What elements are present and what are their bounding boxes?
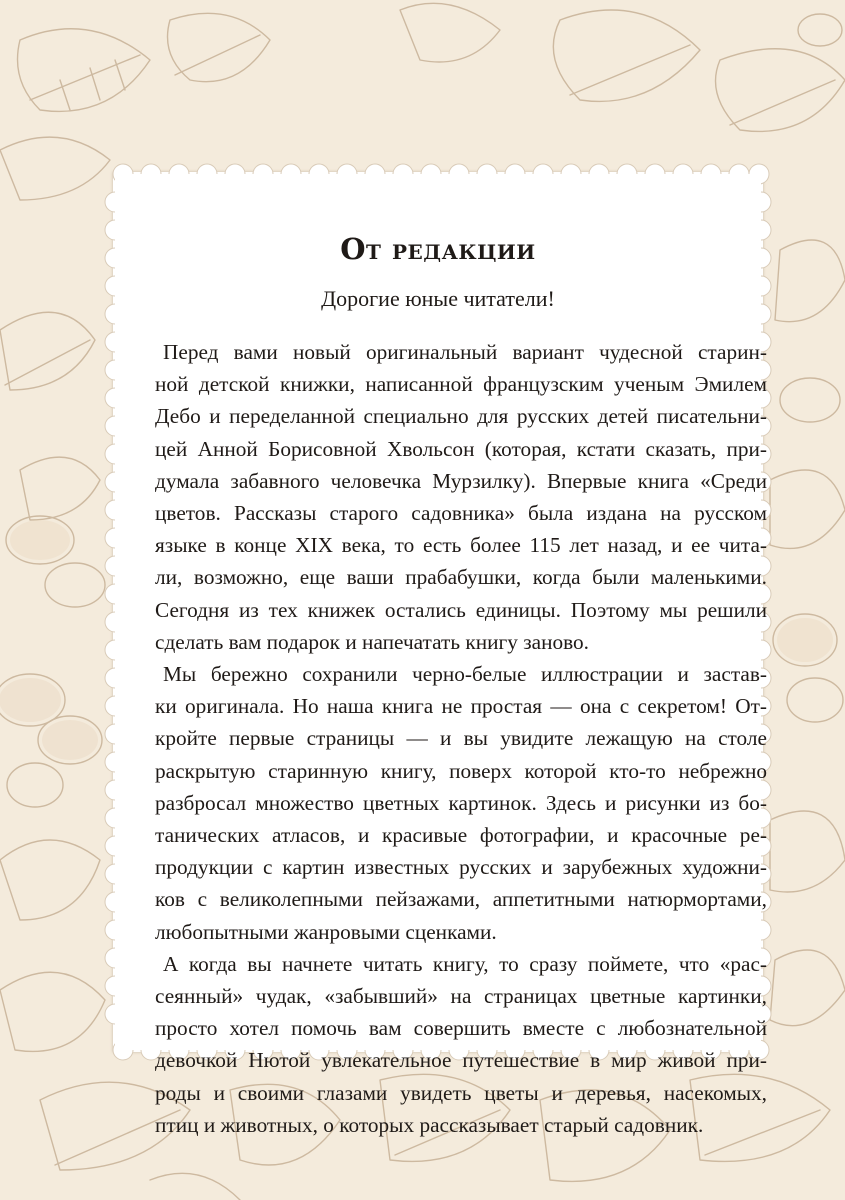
text-line: Дебо и переделанной специально для русских детей писательни- xyxy=(155,404,767,429)
text-line: любопытными жанровыми сценками. xyxy=(155,919,497,944)
paragraph xyxy=(155,658,767,948)
text-line: птиц и животных, о которых рассказывает старый садовник. xyxy=(155,1112,704,1137)
body-text xyxy=(155,336,767,1141)
text-line: роды и своими глазами увидеть цветы и деревья, насекомых, xyxy=(155,1080,767,1105)
text-line: раскрытую старинную книгу, поверх которой кто-то небрежно xyxy=(155,758,767,783)
text-line: цей Анной Борисовной Хвольсон (которая, кстати сказать, при- xyxy=(155,436,767,461)
text-line: кройте первые страницы — и вы увидите лежащую на столе xyxy=(155,726,767,751)
text-line: Сегодня из тех книжек остались единицы. Поэтому мы решили xyxy=(155,597,767,622)
text-line: продукции с картин известных русских и зарубежных художни- xyxy=(155,855,767,880)
text-line: танических атласов, и красивые фотографии, и красочные ре- xyxy=(155,823,767,848)
text-line: цветов. Рассказы старого садовника» была издана на русском xyxy=(155,501,767,526)
text-line: сделать вам подарок и напечатать книгу заново. xyxy=(155,629,590,654)
text-line: ли, возможно, еще ваши прабабушки, когда были маленькими. xyxy=(155,565,767,590)
page-title: От редакции xyxy=(340,232,536,266)
text-line: сеянный» чудак, «забывший» на страницах цветные картинки, xyxy=(155,984,767,1009)
text-line: Мы бережно сохранили черно-белые иллюстрации и застав- xyxy=(163,662,767,687)
text-line: ков с великолепными пейзажами, аппетитными натюрмортами, xyxy=(155,887,767,912)
text-line: думала забавного человечка Мурзилку). Впервые книга «Среди xyxy=(155,468,767,493)
text-line: ки оригинала. Но наша книга не простая — она с секретом! От- xyxy=(155,694,767,719)
text-line: девочкой Нютой увлекательное путешествие в мир живой при- xyxy=(155,1048,767,1073)
text-line: ной детской книжки, написанной французским ученым Эмилем xyxy=(155,372,767,397)
text-line: просто хотел помочь вам совершить вместе с любознательной xyxy=(155,1016,767,1041)
text-line: Перед вами новый оригинальный вариант чудесной старин- xyxy=(163,340,767,364)
greeting: Дорогие юные читатели! xyxy=(321,286,555,311)
paragraph xyxy=(155,948,767,1141)
paragraph xyxy=(155,336,767,658)
text-line: А когда вы начнете читать книгу, то сразу поймете, что «рас- xyxy=(163,951,767,976)
text-line: языке в конце XIX века, то есть более 115 лет назад, и ее чита- xyxy=(155,533,767,558)
text-line: разбросал множество цветных картинок. Здесь и рисунки из бо- xyxy=(155,790,767,815)
